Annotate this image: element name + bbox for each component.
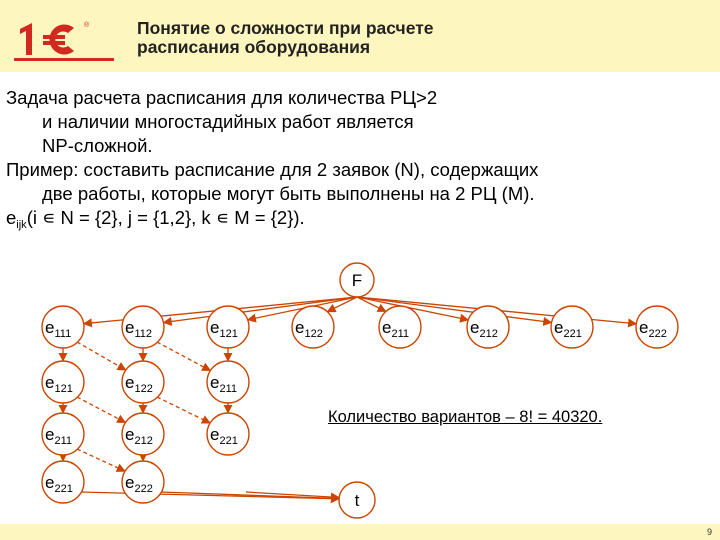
node-col2-label-122: $e_{122}$ — [125, 373, 153, 395]
node-col2-label-212: $e_{212}$ — [125, 425, 153, 447]
paragraph-1 — [6, 86, 711, 158]
formula-var: e — [6, 207, 17, 228]
node-col3-label-211: $e_{211}$ — [210, 373, 238, 395]
formula-sub: ijk — [16, 219, 27, 231]
search-tree-diagram — [0, 262, 720, 524]
node-row1-label-221: $e_{221}$ — [554, 318, 582, 340]
paragraph-2 — [6, 158, 711, 206]
diagram-nodes — [42, 263, 678, 518]
variants-count-text: Количество вариантов – 8! = 40320. — [328, 408, 603, 426]
page-number: 9 — [706, 527, 712, 537]
paragraph-1-line-2: и наличии многостадийных работ является — [42, 111, 414, 132]
node-row1-label-121: $e_{121}$ — [210, 318, 238, 340]
logo-1c — [10, 13, 122, 67]
footer-bar — [0, 524, 720, 540]
node-row1-label-211: $e_{211}$ — [382, 318, 410, 340]
paragraph-2-line-2: две работы, которые могут быть выполнены на 2 РЦ (М). — [42, 183, 535, 204]
node-row1-label-112: $e_{112}$ — [125, 318, 153, 340]
edge-diag-a-2 — [77, 449, 125, 471]
node-col1-label-121: $e_{121}$ — [45, 373, 73, 395]
header — [0, 0, 720, 72]
node-root-label: F — [351, 271, 363, 290]
paragraph-2-line-1: Пример: составить расписание для 2 заявок (N), содержащих — [6, 159, 539, 180]
edge-diag-a-1 — [77, 397, 125, 423]
edge-diag-a-0 — [77, 342, 126, 370]
body-text — [6, 86, 711, 237]
edge-diag-b-0 — [157, 342, 210, 371]
node-row1-label-212: $e_{212}$ — [470, 318, 498, 340]
formula-line — [6, 206, 711, 237]
title-line-1: Понятие о сложности при расчете — [137, 18, 434, 38]
formula-text: (i ∊ N = {2}, j = {1,2}, k ∊ M = {2}). — [26, 207, 305, 228]
node-row1-label-111: $e_{111}$ — [45, 318, 72, 340]
paragraph-1-line-3: NP-сложной. — [42, 135, 153, 156]
paragraph-1-line-1: Задача расчета расписания для количества РЦ>2 — [6, 87, 438, 108]
title-line-2: расписания оборудования — [137, 37, 371, 57]
node-col3-label-221: $e_{221}$ — [210, 425, 238, 447]
node-sink-label: t — [354, 491, 360, 510]
node-row1-label-122: $e_{122}$ — [295, 318, 323, 340]
formula — [6, 206, 711, 237]
node-col1-label-211: $e_{211}$ — [45, 425, 73, 447]
page-title — [137, 19, 697, 57]
node-col1-label-221: $e_{221}$ — [45, 473, 73, 495]
node-row1-label-222: $e_{222}$ — [639, 318, 667, 340]
node-col2-label-222: $e_{222}$ — [125, 473, 153, 495]
edge-diag-b-1 — [157, 397, 210, 423]
svg-text:®: ® — [84, 22, 90, 29]
